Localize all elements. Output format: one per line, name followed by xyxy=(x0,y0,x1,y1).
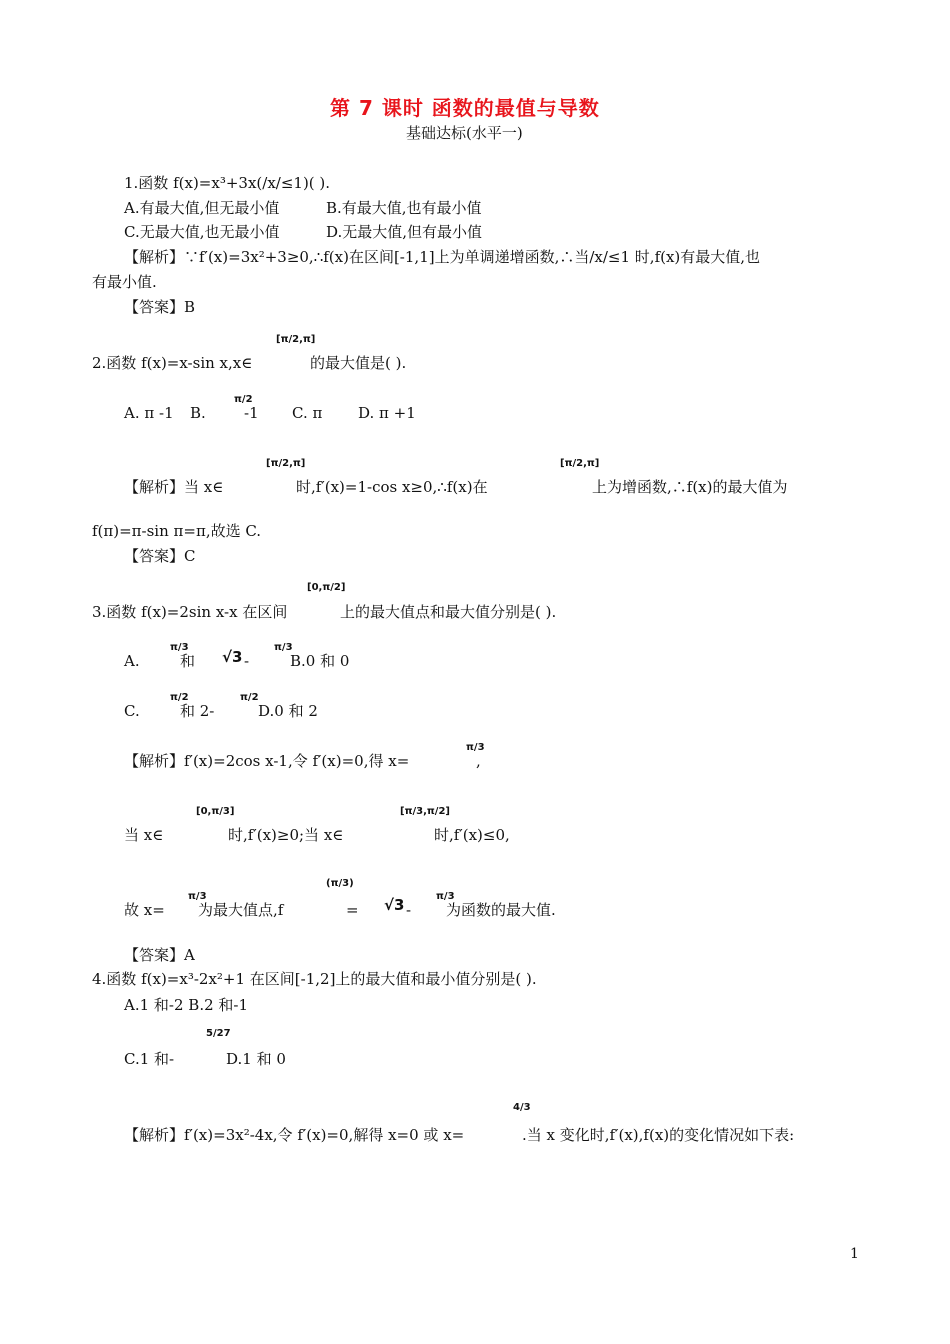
q2-option-a: A. π -1 xyxy=(124,404,174,422)
q3-option-a-and: 和 xyxy=(180,652,196,670)
q2-option-b: B. xyxy=(190,404,206,422)
q3-option-c-fraction-2: π/2 xyxy=(240,692,259,703)
q2-interval: [π/2,π] xyxy=(276,334,316,345)
q2-stem-end: 的最大值是( ). xyxy=(310,354,407,372)
q3-option-a: A. xyxy=(124,652,140,670)
q3-option-b: B.0 和 0 xyxy=(290,652,350,670)
q3-analysis-line1-comma: , xyxy=(476,752,481,770)
q3-analysis-line2-interval: [0,π/3] xyxy=(196,806,235,817)
q2-stem-start: 2.函数 f(x)=x-sin x,x∈ xyxy=(92,354,253,372)
q3-analysis-line3-start: 故 x= xyxy=(124,901,165,919)
q2-analysis-interval: [π/2,π] xyxy=(266,458,306,469)
q4-options-ab: A.1 和-2 B.2 和-1 xyxy=(124,996,249,1014)
q3-analysis-line3-fraction-2: π/3 xyxy=(436,891,455,902)
q3-analysis-line3-fraction: π/3 xyxy=(188,891,207,902)
q3-analysis-line3-mid: 为最大值点,f xyxy=(198,901,284,919)
q1-option-b: B.有最大值,也有最小值 xyxy=(326,199,482,217)
q3-analysis-line3-sqrt: √3 xyxy=(384,896,405,914)
q3-option-c: C. xyxy=(124,702,140,720)
q2-analysis-line2: f(π)=π-sin π=π,故选 C. xyxy=(92,522,262,540)
q4-option-d: D.1 和 0 xyxy=(226,1050,286,1068)
q3-analysis-line1: 【解析】f′(x)=2cos x-1,令 f′(x)=0,得 x= xyxy=(124,752,410,770)
q3-analysis-line3-equals: = xyxy=(346,901,359,919)
q3-analysis-line3-end: 为函数的最大值. xyxy=(446,901,556,919)
q3-option-c-mid: 和 2- xyxy=(180,702,215,720)
q3-analysis-line2-end: 时,f′(x)≤0, xyxy=(434,826,510,844)
q2-analysis-end: 上为增函数,∴f(x)的最大值为 xyxy=(592,478,788,496)
q1-option-a: A.有最大值,但无最小值 xyxy=(124,199,280,217)
q2-analysis-interval-2: [π/2,π] xyxy=(560,458,600,469)
q2-answer: 【答案】C xyxy=(124,547,196,565)
q4-stem: 4.函数 f(x)=x³-2x²+1 在区间[-1,2]上的最大值和最小值分别是( ). xyxy=(92,970,537,988)
q2-option-b-fraction: π/2 xyxy=(234,394,253,405)
q4-analysis-start: 【解析】f′(x)=3x²-4x,令 f′(x)=0,解得 x=0 或 x= xyxy=(124,1126,465,1144)
q2-option-d: D. π +1 xyxy=(358,404,416,422)
q2-analysis-mid: 时,f′(x)=1-cos x≥0,∴f(x)在 xyxy=(296,478,488,496)
q1-answer: 【答案】B xyxy=(124,298,196,316)
q3-option-a-sqrt: √3 xyxy=(222,648,243,666)
q1-analysis-line2: 有最小值. xyxy=(92,273,157,291)
q3-option-d: D.0 和 2 xyxy=(258,702,318,720)
q3-analysis-line2-mid: 时,f′(x)≥0;当 x∈ xyxy=(228,826,344,844)
q3-analysis-line2-interval-2: [π/3,π/2] xyxy=(400,806,450,817)
q3-analysis-line1-fraction: π/3 xyxy=(466,742,485,753)
q1-analysis-line1: 【解析】∵f′(x)=3x²+3≥0,∴f(x)在区间[-1,1]上为单调递增函数,∴当/x/≤1 时,f(x)有最大值,也 xyxy=(124,248,761,266)
q3-stem-start: 3.函数 f(x)=2sin x-x 在区间 xyxy=(92,603,288,621)
q4-option-c: C.1 和- xyxy=(124,1050,175,1068)
q4-analysis-end: .当 x 变化时,f′(x),f(x)的变化情况如下表: xyxy=(522,1126,795,1144)
q1-option-c: C.无最大值,也无最小值 xyxy=(124,223,280,241)
q4-option-c-fraction: 5/27 xyxy=(206,1028,231,1039)
q1-option-d: D.无最大值,但有最小值 xyxy=(326,223,483,241)
page-title: 第 7 课时 函数的最值与导数 xyxy=(330,96,600,120)
q3-option-c-fraction: π/2 xyxy=(170,692,189,703)
q2-option-b-tail: -1 xyxy=(244,404,259,422)
q3-answer: 【答案】A xyxy=(124,946,195,964)
q3-option-a-fraction-2: π/3 xyxy=(274,642,293,653)
page-subtitle: 基础达标(水平一) xyxy=(406,124,523,142)
q3-interval: [0,π/2] xyxy=(307,582,346,593)
q4-analysis-fraction: 4/3 xyxy=(513,1102,531,1113)
q1-stem: 1.函数 f(x)=x³+3x(/x/≤1)( ). xyxy=(124,174,331,192)
q3-analysis-line2-start: 当 x∈ xyxy=(124,826,164,844)
q2-analysis-start: 【解析】当 x∈ xyxy=(124,478,224,496)
q3-analysis-line3-argument: (π/3) xyxy=(326,878,354,889)
q2-option-c: C. π xyxy=(292,404,323,422)
q3-stem-end: 上的最大值点和最大值分别是( ). xyxy=(340,603,557,621)
q3-option-a-fraction: π/3 xyxy=(170,642,189,653)
page-number: 1 xyxy=(850,1246,859,1262)
q3-option-a-minus: - xyxy=(244,652,250,670)
q3-analysis-line3-minus: - xyxy=(406,901,412,919)
